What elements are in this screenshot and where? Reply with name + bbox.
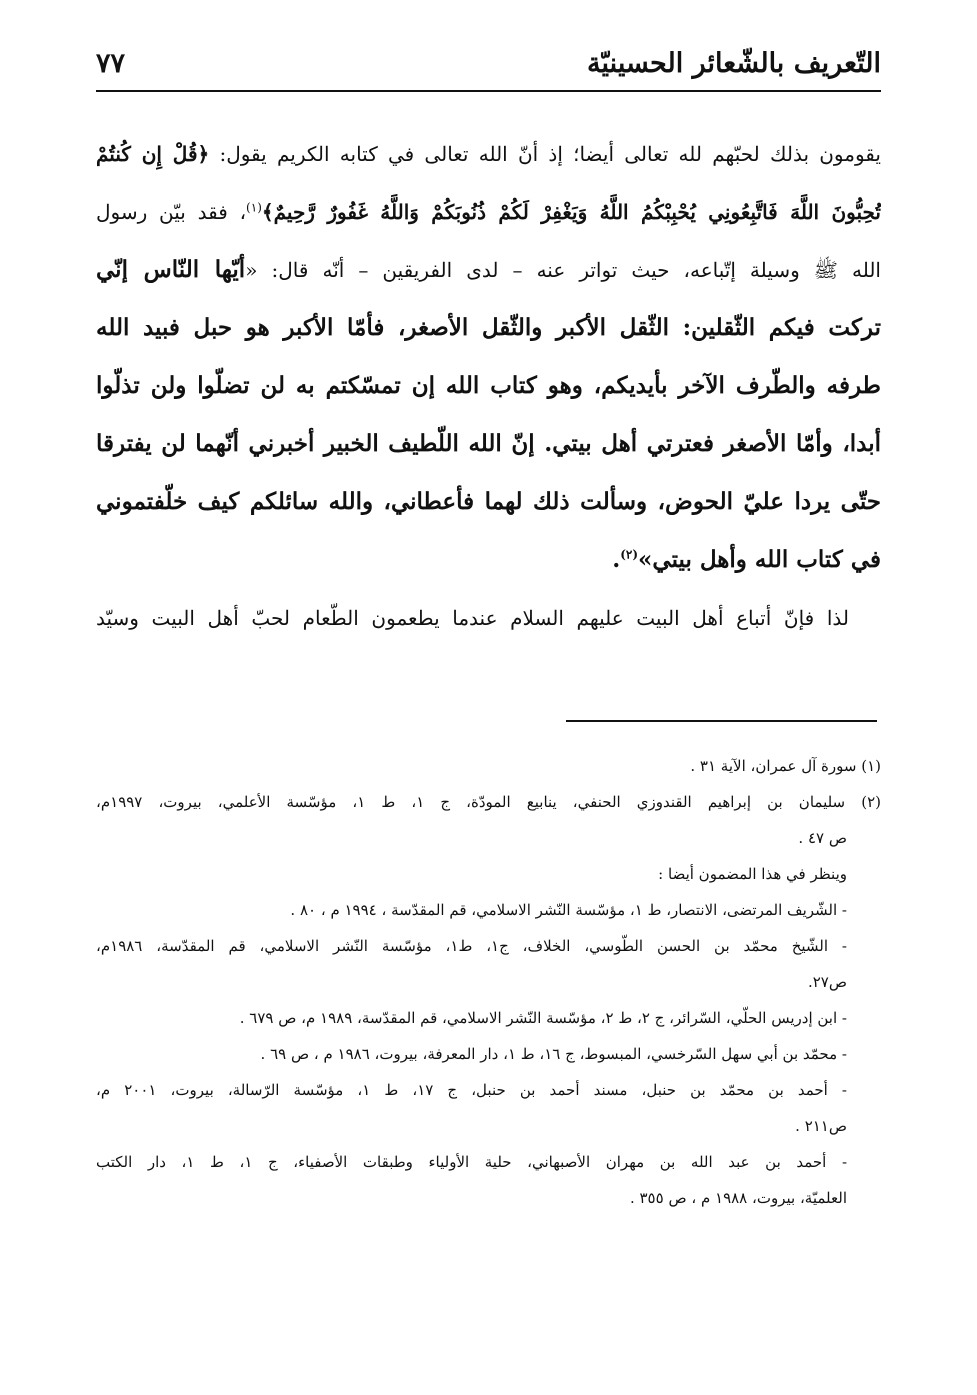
footnote-separator: [566, 720, 877, 722]
header-rule: [96, 90, 881, 92]
running-header: [96, 40, 881, 92]
text-span: الله ﷺ وسيلة إتّباعه، حيث تواتر عنه – لدى الفريقين – أنّه قال: «: [245, 258, 881, 282]
text-line: لذا فإنّ أتباع أهل البيت عليهم السلام عندما يطعمون الطّعام لحبّ أهل البيت وسيّد: [96, 606, 849, 630]
running-title: التّعريف بالشّعائر الحسينيّة: [587, 48, 881, 79]
footnotes: [96, 748, 881, 1216]
text-line: [96, 183, 881, 241]
footnote-line: ص٢١١ .: [795, 1117, 847, 1135]
hadith-text: في كتاب الله وأهل بيتي»: [638, 546, 881, 573]
footnote-line: العلميّة، بيروت، ١٩٨٨ م ، ص ٣٥٥ .: [629, 1189, 847, 1207]
hadith-line: تركت فيكم الثّقلين: الثّقل الأكبر والثّقل الأصغر، فأمّا الأكبر هو حبل فبيد الله: [96, 314, 881, 341]
footnote-line: (١) سورة آل عمران، الآية ٣١ .: [690, 757, 881, 775]
footnote-line: ص٢٧.: [807, 973, 847, 991]
footnote-ref: (١): [246, 200, 262, 215]
footnote-line: - ابن إدريس الحلّي، السّرائر، ج ٢، ط ٢، مؤسّسة النّشر الاسلامي، قم المقدّسة، ١٩٨٩ م، ص ٦٧٩ .: [239, 1009, 847, 1027]
hadith-text: أيّها النّاس إنّي: [96, 256, 246, 283]
main-text: [96, 125, 881, 647]
footnote-line: - الشّريف المرتضى، الانتصار، ط ١، مؤسّسة النّشر الاسلامي، قم المقدّسة ، ١٩٩٤ م ، ٨٠ .: [290, 901, 847, 919]
text-span: .: [612, 546, 621, 573]
hadith-line: [96, 531, 881, 589]
footnote-line: - أحمد بن عبد الله بن مهران الأصبهاني، حلية الأولياء وطبقات الأصفياء، ج ١، ط ١، دار الكتب: [96, 1153, 848, 1171]
footnote-line: ص ٤٧ .: [798, 829, 847, 847]
footnote-line: (٢) سليمان بن إبراهيم القندوزي الحنفي، ينابيع المودّة، ج ١، ط ١، مؤسّسة الأعلمي، بيروت، ١٩٩٧م،: [96, 793, 881, 811]
text-span: يقومون بذلك لحبّهم لله تعالى أيضا؛ إذ أنّ الله تعالى في كتابه الكريم يقول:: [209, 142, 881, 166]
page-number: ٧٧: [96, 48, 126, 79]
hadith-line: حتّى يردا عليّ الحوض، وسألت ذلك لهما فأعطاني، والله سائلكم كيف خلّفتموني: [96, 488, 881, 515]
footnote-line: - أحمد بن محمّد بن حنبل، مسند أحمد بن حنبل، ج ١٧، ط ١، مؤسّسة الرّسالة، بيروت، ٢٠٠١ م،: [96, 1081, 847, 1099]
footnote-line: - محمّد بن أبي سهل السّرخسي، المبسوط، ج ١٦، ط ١، دار المعرفة، بيروت، ١٩٨٦ م ، ص ٦٩ .: [260, 1045, 847, 1063]
hadith-line: أبدا، وأمّا الأصغر فعترتي أهل بيتي. إنّ الله اللّطيف الخبير أخبرني أنّهما لن يفترقا: [96, 430, 881, 457]
quran-verse: تُحِبُّونَ اللَّهَ فَاتَّبِعُونِي يُحْبِبْكُمُ اللَّهُ وَيَغْفِرْ لَكُمْ ذُنُوبَكُمْ وَاللَّهُ غَفُورٌ رَّحِيمٌ﴾: [261, 200, 881, 224]
text-line: [96, 241, 881, 299]
hadith-line: طرفه والطّرف الآخر بأيديكم، وهو كتاب الله إن تمسّكتم به لن تضلّوا ولن تذلّوا: [96, 372, 881, 399]
footnote-ref: (٢): [620, 547, 639, 562]
text-line: [96, 125, 881, 183]
footnote-line: - الشّيخ محمّد بن الحسن الطّوسي، الخلاف، ج١، ط١، مؤسّسة النّشر الاسلامي، قم المقدّسة، ١٩٨٦م،: [96, 937, 847, 955]
text-span: ، فقد بيّن رسول: [96, 200, 247, 224]
quran-verse: ﴿قُلْ إِن كُنتُمْ: [96, 142, 210, 166]
footnote-line: وينظر في هذا المضمون أيضا :: [658, 865, 847, 883]
